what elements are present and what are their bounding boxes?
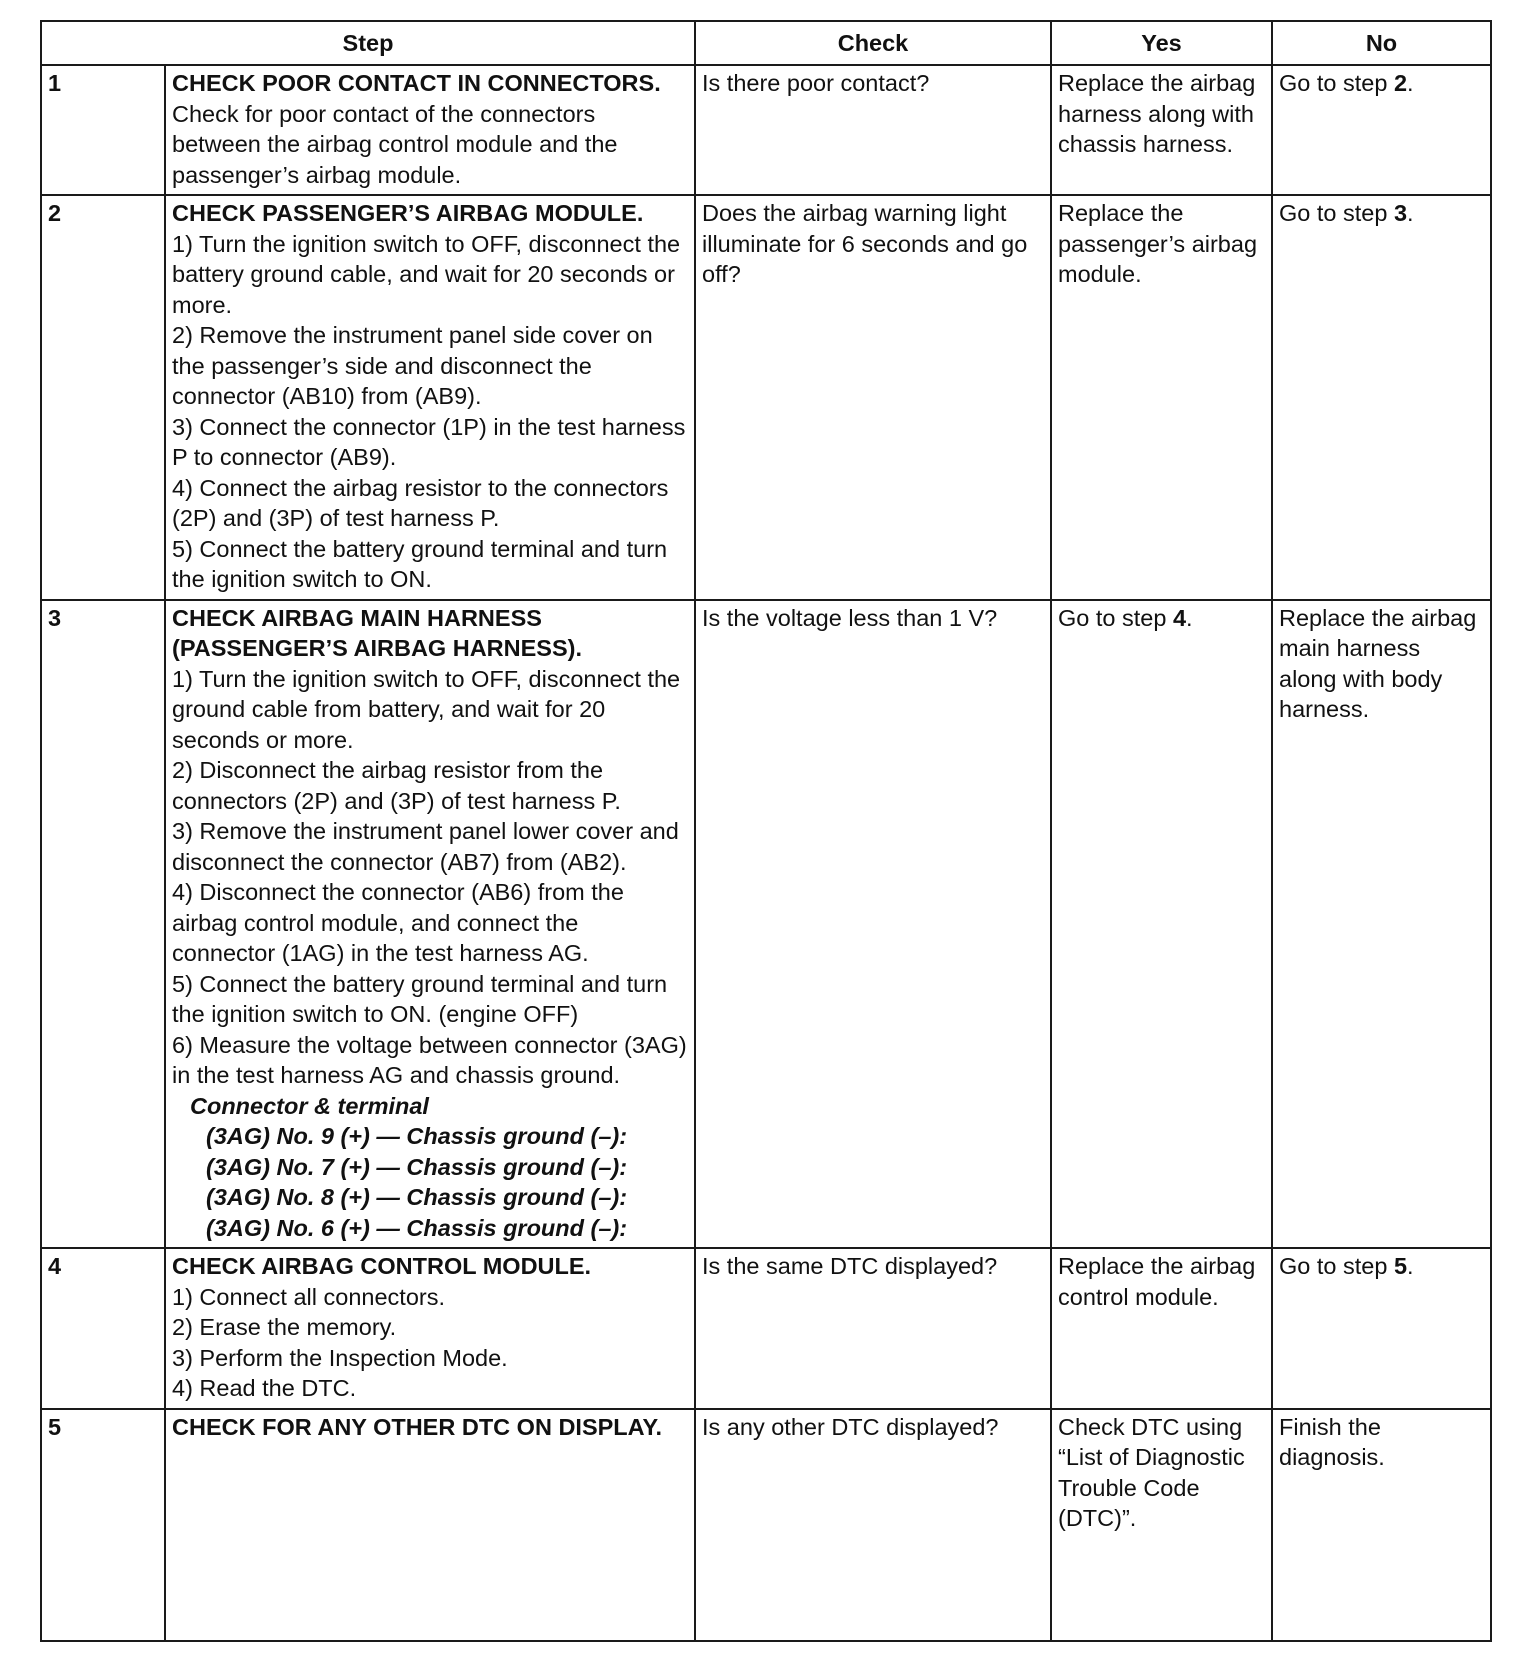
no-text: Go to step [1279, 200, 1394, 226]
diagnostic-table [40, 20, 1492, 1642]
connector-terminal-heading: Connector & terminal [190, 1092, 429, 1119]
header-no: No [1272, 21, 1491, 65]
step-line: 3) Connect the connector (1P) in the test harness P to connector (AB9). [172, 413, 686, 470]
table-row [41, 1248, 1491, 1409]
yes-step-ref: 4 [1172, 604, 1187, 631]
no-cell: Replace the airbag main harness along with body harness. [1272, 600, 1491, 1249]
yes-cell: Check DTC using “List of Diagnostic Trouble Code (DTC)”. [1051, 1409, 1272, 1641]
step-line: 3) Remove the instrument panel lower cover and disconnect the connector (AB7) from (AB2). [172, 818, 679, 875]
header-check: Check [695, 21, 1051, 65]
table-row [41, 600, 1491, 1249]
yes-cell [1051, 600, 1272, 1249]
yes-cell: Replace the passenger’s airbag module. [1051, 195, 1272, 600]
step-title: CHECK PASSENGER’S AIRBAG MODULE. [172, 200, 644, 226]
no-step-ref: 3 [1393, 200, 1408, 226]
step-title: CHECK POOR CONTACT IN CONNECTORS. [172, 70, 661, 96]
header-step: Step [41, 21, 695, 65]
yes-cell: Replace the airbag control module. [1051, 1248, 1272, 1409]
connector-terminal-item: (3AG) No. 8 (+) — Chassis ground (–): [206, 1184, 628, 1210]
step-cell [165, 195, 695, 600]
step-line: 2) Remove the instrument panel side cover on the passenger’s side and disconnect the connector (AB10) from (AB9). [172, 322, 653, 409]
yes-cell: Replace the airbag harness along with chassis harness. [1051, 65, 1272, 195]
step-line: 4) Connect the airbag resistor to the connectors (2P) and (3P) of test harness P. [172, 474, 669, 531]
step-text: Check for poor contact of the connectors between the airbag control module and the passenger’s airbag module. [172, 100, 618, 188]
step-line: 1) Connect all connectors. [172, 1283, 446, 1310]
step-cell [165, 1409, 695, 1641]
step-line: 1) Turn the ignition switch to OFF, disconnect the ground cable from battery, and wait for 20 seconds or more. [172, 665, 681, 753]
no-end: . [1407, 70, 1414, 96]
step-line: 6) Measure the voltage between connector (3AG) in the test harness AG and chassis ground. [172, 1031, 687, 1088]
yes-end: . [1186, 604, 1193, 631]
no-cell [1272, 1248, 1491, 1409]
step-cell [165, 65, 695, 195]
step-line: 5) Connect the battery ground terminal and turn the ignition switch to ON. (engine OFF) [172, 970, 668, 1027]
no-end: . [1407, 200, 1414, 226]
step-line: 2) Disconnect the airbag resistor from the connectors (2P) and (3P) of test harness P. [172, 757, 621, 814]
step-number: 3 [41, 600, 165, 1249]
no-step-ref: 5 [1393, 1253, 1408, 1279]
step-number: 1 [41, 65, 165, 195]
check-cell: Is any other DTC displayed? [695, 1409, 1051, 1641]
no-text: Go to step [1279, 1253, 1394, 1279]
table-row [41, 195, 1491, 600]
table-row [41, 65, 1491, 195]
connector-terminal-item: (3AG) No. 9 (+) — Chassis ground (–): [206, 1123, 628, 1149]
no-cell [1272, 195, 1491, 600]
connector-terminal-item: (3AG) No. 7 (+) — Chassis ground (–): [206, 1153, 628, 1180]
step-line: 2) Erase the memory. [172, 1314, 397, 1340]
no-cell [1272, 65, 1491, 195]
check-cell: Is the voltage less than 1 V? [695, 600, 1051, 1249]
no-step-ref: 2 [1393, 70, 1408, 96]
check-cell: Does the airbag warning light illuminate for 6 seconds and go off? [695, 195, 1051, 600]
no-cell: Finish the diagnosis. [1272, 1409, 1491, 1641]
step-line: 4) Read the DTC. [172, 1375, 357, 1401]
table-row [41, 1409, 1491, 1641]
no-end: . [1407, 1253, 1414, 1279]
connector-terminal-item: (3AG) No. 6 (+) — Chassis ground (–): [206, 1214, 628, 1241]
step-cell [165, 600, 695, 1249]
yes-text: Go to step [1058, 604, 1173, 631]
step-title: CHECK AIRBAG CONTROL MODULE. [172, 1253, 592, 1279]
table-header-row [41, 21, 1491, 65]
step-number: 4 [41, 1248, 165, 1409]
check-cell: Is there poor contact? [695, 65, 1051, 195]
step-line: 4) Disconnect the connector (AB6) from the airbag control module, and connect the connector (1AG) in the test harness AG. [172, 879, 624, 966]
step-cell [165, 1248, 695, 1409]
step-line: 3) Perform the Inspection Mode. [172, 1344, 508, 1371]
step-title: CHECK AIRBAG MAIN HARNESS (PASSENGER’S AIRBAG HARNESS). [172, 604, 582, 661]
step-title: CHECK FOR ANY OTHER DTC ON DISPLAY. [172, 1413, 663, 1440]
no-text: Go to step [1279, 70, 1394, 96]
step-line: 1) Turn the ignition switch to OFF, disconnect the battery ground cable, and wait for 20 seconds or more. [172, 230, 681, 318]
step-number: 5 [41, 1409, 165, 1641]
step-number: 2 [41, 195, 165, 600]
header-yes: Yes [1051, 21, 1272, 65]
step-line: 5) Connect the battery ground terminal and turn the ignition switch to ON. [172, 535, 668, 592]
check-cell: Is the same DTC displayed? [695, 1248, 1051, 1409]
